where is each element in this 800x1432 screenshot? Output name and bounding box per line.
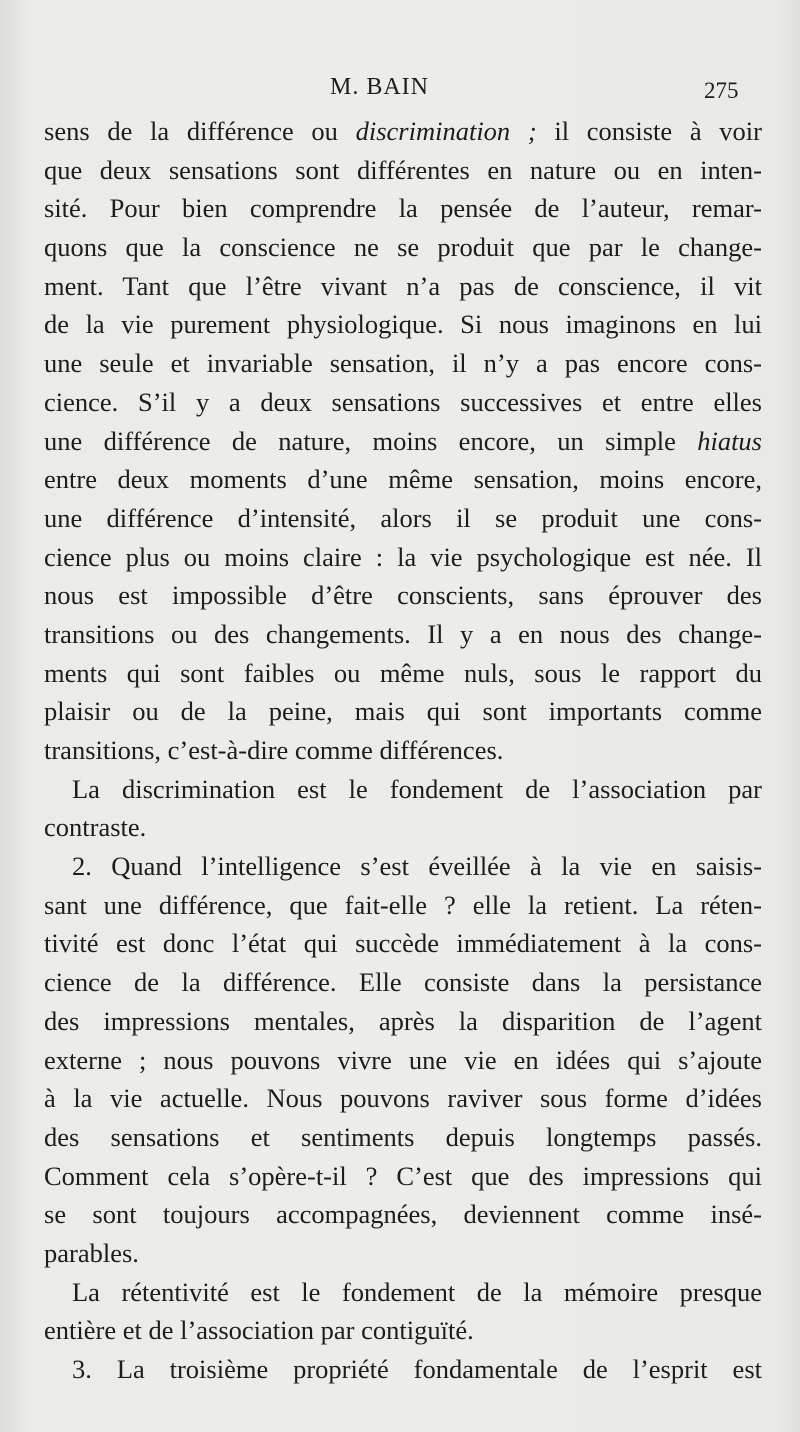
page-number: 275: [704, 78, 739, 103]
text-line: cience. S’il y a deux sensations successives et entre elles: [44, 386, 762, 417]
text-line: une seule et invariable sensation, il n’y a pas encore cons-: [44, 348, 762, 379]
text-line: contraste.: [44, 812, 147, 843]
text-line: sant une différence, que fait-elle ? elle la retient. La réten-: [44, 889, 762, 920]
text-line: parables.: [44, 1237, 139, 1268]
text-line: cience plus ou moins claire : la vie psychologique est née. Il: [44, 541, 762, 572]
text-line: entière et de l’association par contiguïté.: [44, 1315, 474, 1346]
text-line: ment. Tant que l’être vivant n’a pas de conscience, il vit: [44, 270, 762, 301]
text-line: Comment cela s’opère-t-il ? C’est que des impressions qui: [44, 1160, 762, 1191]
text-line: entre deux moments d’une même sensation, moins encore,: [44, 464, 762, 495]
text-line: quons que la conscience ne se produit que par le change-: [44, 232, 762, 263]
text-line: de la vie purement physiologique. Si nous imaginons en lui: [44, 309, 762, 340]
text-line: ments qui sont faibles ou même nuls, sous le rapport du: [44, 657, 762, 688]
paragraph-start-line: 3. La troisième propriété fondamentale de l’esprit est: [72, 1354, 762, 1384]
body-text: [44, 112, 762, 1389]
text-line: nous est impossible d’être conscients, sans éprouver des: [44, 580, 762, 611]
text-line: transitions ou des changements. Il y a en nous des change-: [44, 618, 762, 649]
text-line: sens de la différence ou discrimination ; il consiste à voir: [44, 116, 762, 146]
text-line: tivité est donc l’état qui succède immédiatement à la cons-: [44, 928, 762, 959]
text-line: cience de la différence. Elle consiste dans la persistance: [44, 967, 762, 998]
running-head-author: M. BAIN: [330, 74, 430, 100]
text-line: à la vie actuelle. Nous pouvons raviver sous forme d’idées: [44, 1083, 762, 1114]
text-line: que deux sensations sont différentes en nature ou en inten-: [44, 154, 762, 185]
paragraph-start-line: La rétentivité est le fondement de la mémoire presque: [72, 1276, 762, 1307]
text-line: des sensations et sentiments depuis longtemps passés.: [44, 1121, 762, 1152]
paragraph-start-line: 2. Quand l’intelligence s’est éveillée à la vie en saisis-: [72, 851, 762, 882]
text-line: plaisir ou de la peine, mais qui sont importants comme: [44, 696, 762, 727]
paragraph-start-line: La discrimination est le fondement de l’association par: [72, 773, 762, 804]
running-head: [0, 74, 800, 106]
text-line: une différence d’intensité, alors il se produit une cons-: [44, 502, 762, 533]
text-line: externe ; nous pouvons vivre une vie en idées qui s’ajoute: [44, 1044, 762, 1075]
text-line: se sont toujours accompagnées, deviennent comme insé-: [44, 1199, 762, 1230]
text-line: des impressions mentales, après la disparition de l’agent: [44, 1005, 762, 1036]
text-line: une différence de nature, moins encore, un simple hiatus: [44, 425, 762, 456]
text-line: sité. Pour bien comprendre la pensée de l’auteur, remar-: [44, 193, 762, 224]
text-line: transitions, c’est-à-dire comme différences.: [44, 735, 504, 765]
